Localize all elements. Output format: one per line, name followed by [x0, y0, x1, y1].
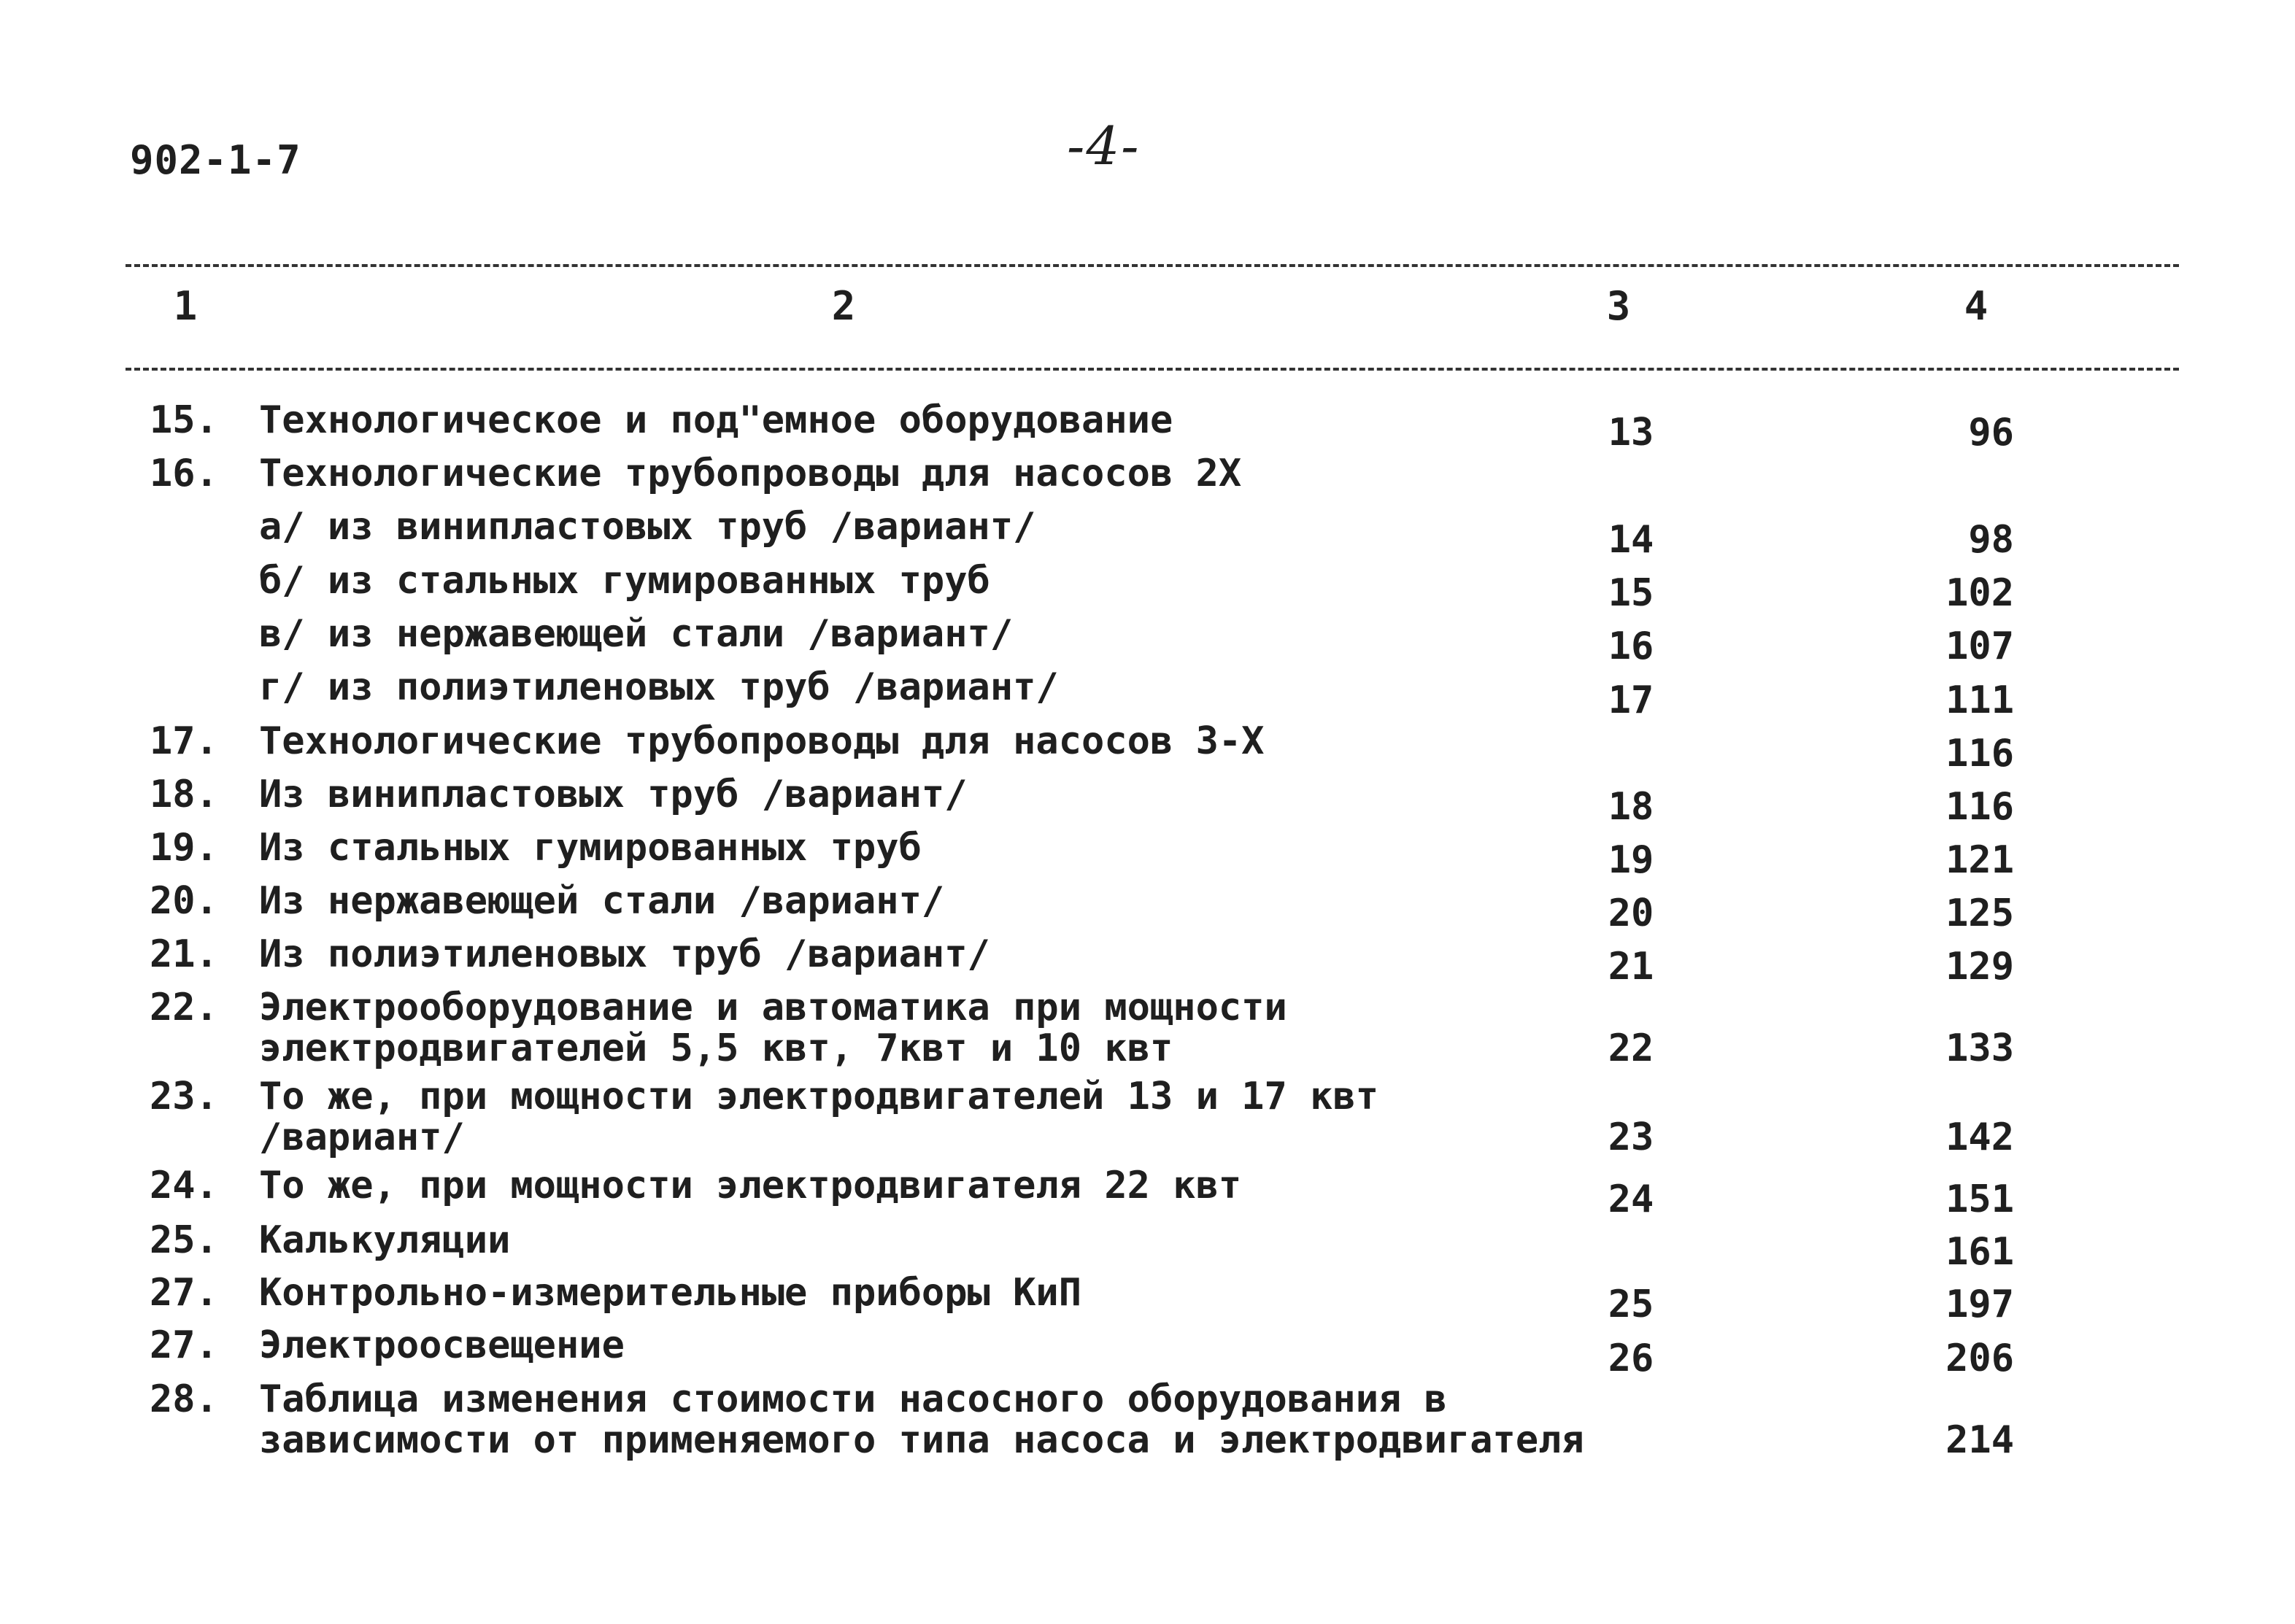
row-page: 133 — [1945, 1026, 2014, 1070]
contents-table — [0, 400, 2295, 1468]
page-number: -4- — [1067, 115, 1141, 177]
table-row — [0, 1076, 2295, 1165]
row-sheet: 26 — [1608, 1337, 1654, 1380]
row-title: То же, при мощности электродвигателя 22 квт — [259, 1164, 1242, 1207]
row-title: в/ из нержавеющей стали /вариант/ — [259, 612, 1014, 656]
document-code: 902-1-7 — [130, 137, 301, 183]
row-page: 116 — [1945, 732, 2014, 776]
row-sheet: 16 — [1608, 625, 1654, 668]
row-title: Из винипластовых труб /вариант/ — [259, 773, 968, 816]
table-row — [0, 934, 2295, 987]
table-row — [0, 774, 2295, 827]
column-header-2: 2 — [831, 283, 856, 329]
row-number: 27. — [150, 1271, 218, 1315]
table-row — [0, 987, 2295, 1076]
row-page: 111 — [1945, 678, 2014, 722]
row-sheet: 20 — [1608, 892, 1654, 935]
row-page: 125 — [1945, 892, 2014, 935]
row-number: 27. — [150, 1323, 218, 1367]
row-title: Электроосвещение — [259, 1323, 625, 1367]
row-page: 96 — [1968, 411, 2014, 455]
row-sheet: 23 — [1608, 1115, 1654, 1159]
row-page: 107 — [1945, 625, 2014, 668]
table-top-rule — [126, 264, 2179, 267]
column-header-1: 1 — [173, 283, 198, 329]
column-header-3: 3 — [1606, 283, 1631, 329]
table-row — [0, 506, 2295, 560]
table-row — [0, 1165, 2295, 1220]
table-row — [0, 1272, 2295, 1325]
row-number: 17. — [150, 719, 218, 763]
row-sheet: 17 — [1608, 678, 1654, 722]
row-sheet: 21 — [1608, 945, 1654, 989]
row-page: 121 — [1945, 838, 2014, 882]
row-sheet: 19 — [1608, 838, 1654, 882]
row-sheet: 22 — [1608, 1026, 1654, 1070]
row-number: 21. — [150, 932, 218, 976]
row-page: 116 — [1945, 785, 2014, 829]
row-title: То же, при мощности электродвигателей 13 и 17 квт /вариант/ — [259, 1075, 1379, 1159]
row-sheet: 25 — [1608, 1283, 1654, 1326]
row-number: 25. — [150, 1218, 218, 1262]
row-title: Таблица изменения стоимости насосного оборудования в зависимости от применяемого типа насоса и электродвигателя — [259, 1377, 1584, 1462]
table-row — [0, 1379, 2295, 1468]
table-row — [0, 667, 2295, 721]
row-page: 102 — [1945, 571, 2014, 615]
row-sheet: 24 — [1608, 1178, 1654, 1221]
row-number: 15. — [150, 398, 218, 442]
row-title: г/ из полиэтиленовых труб /вариант/ — [259, 665, 1059, 709]
row-sheet: 13 — [1608, 411, 1654, 455]
row-title: Технологическое и под"емное оборудование — [259, 398, 1173, 442]
table-row — [0, 881, 2295, 934]
row-title: Из нержавеющей стали /вариант/ — [259, 879, 945, 923]
row-title: б/ из стальных гумированных труб — [259, 559, 990, 603]
row-title: Калькуляции — [259, 1218, 511, 1262]
row-title: Из стальных гумированных труб — [259, 826, 922, 870]
table-header-rule — [126, 368, 2179, 371]
table-row — [0, 614, 2295, 667]
row-sheet: 14 — [1608, 518, 1654, 562]
row-number: 16. — [150, 452, 218, 495]
column-header-4: 4 — [1964, 283, 1989, 329]
table-row — [0, 721, 2295, 774]
table-row — [0, 400, 2295, 453]
table-row — [0, 1220, 2295, 1272]
row-title: а/ из винипластовых труб /вариант/ — [259, 505, 1036, 549]
row-number: 24. — [150, 1164, 218, 1207]
row-number: 20. — [150, 879, 218, 923]
row-page: 197 — [1945, 1283, 2014, 1326]
row-page: 214 — [1945, 1418, 2014, 1462]
row-page: 142 — [1945, 1115, 2014, 1159]
row-number: 18. — [150, 773, 218, 816]
row-page: 98 — [1968, 518, 2014, 562]
table-row — [0, 453, 2295, 506]
row-number: 19. — [150, 826, 218, 870]
row-title: Технологические трубопроводы для насосов 2Х — [259, 452, 1242, 495]
row-number: 28. — [150, 1377, 218, 1421]
row-page: 151 — [1945, 1178, 2014, 1221]
row-number: 22. — [150, 986, 218, 1029]
row-title: Контрольно-измерительные приборы КиП — [259, 1271, 1082, 1315]
row-number: 23. — [150, 1075, 218, 1118]
row-page: 161 — [1945, 1230, 2014, 1274]
row-title: Из полиэтиленовых труб /вариант/ — [259, 932, 990, 976]
table-row — [0, 560, 2295, 614]
table-row — [0, 1325, 2295, 1379]
row-sheet: 18 — [1608, 785, 1654, 829]
row-page: 129 — [1945, 945, 2014, 989]
row-page: 206 — [1945, 1337, 2014, 1380]
row-title: Электрооборудование и автоматика при мощности электродвигателей 5,5 квт, 7квт и 10 квт — [259, 986, 1287, 1070]
table-row — [0, 827, 2295, 881]
row-title: Технологические трубопроводы для насосов 3-Х — [259, 719, 1265, 763]
row-sheet: 15 — [1608, 571, 1654, 615]
